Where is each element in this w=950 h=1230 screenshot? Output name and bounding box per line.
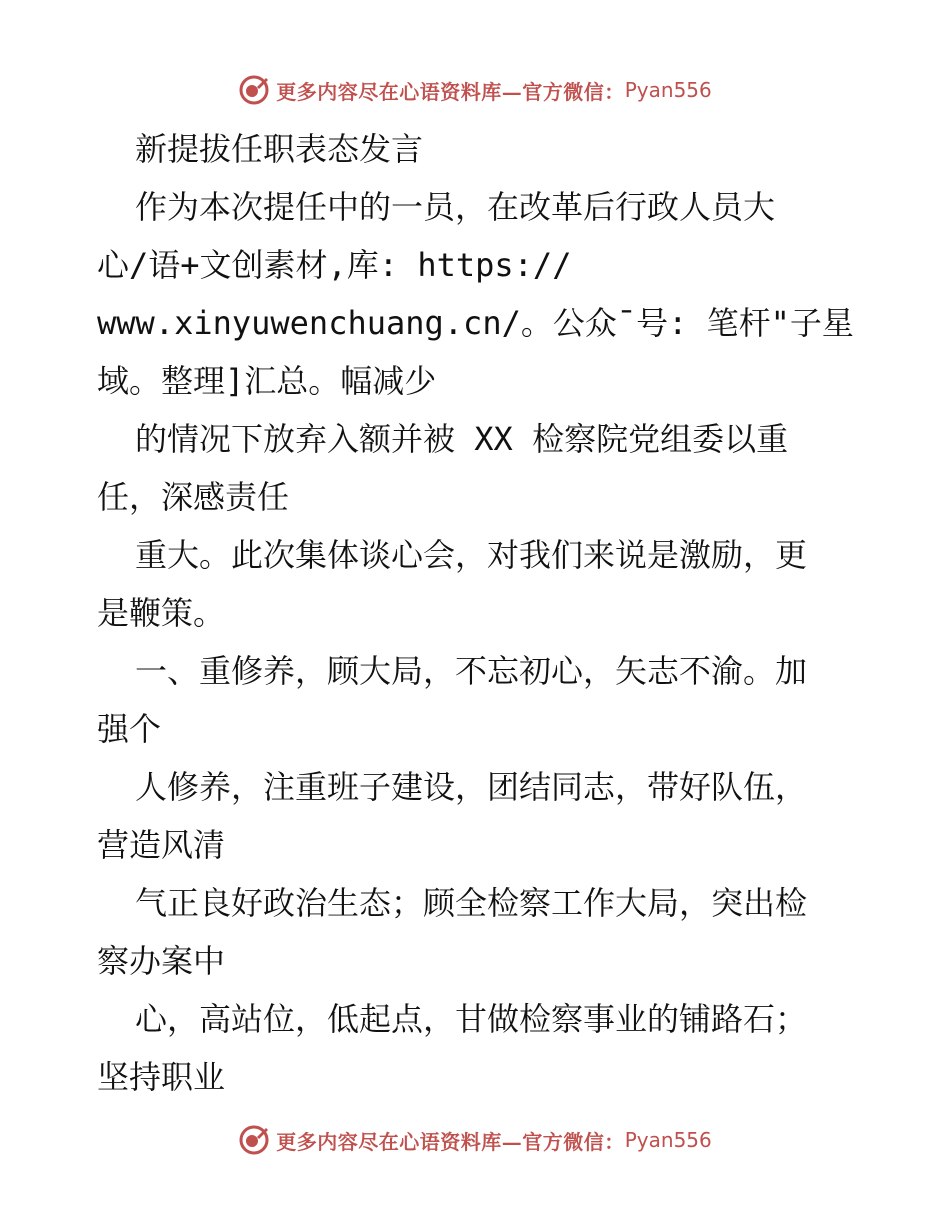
text-line: 的情况下放弃入额并被 XX 检察院党组委以重 [135,420,789,458]
text-line: www.xinyuwenchuang.cn/。公众¯号: 笔杆"子星 [97,304,854,342]
header-banner [0,70,950,110]
text-line: 任，深感责任 [97,478,290,516]
text-line: 强个 [97,710,162,748]
text-line: 心，高站位，低起点，甘做检察事业的铺路石； [135,1000,808,1038]
text-line: 营造风清 [97,826,226,864]
text-line: 察办案中 [97,942,226,980]
header-banner-text: 更多内容尽在心语资料库—官方微信： [276,79,625,104]
footer-wechat-id: Pyan556 [624,1128,712,1152]
header-wechat-id: Pyan556 [624,78,712,102]
text-line: 重大。此次集体谈心会，对我们来说是激励，更 [135,536,808,574]
footer-banner [0,1120,950,1160]
pen-logo-icon [238,74,270,106]
text-line: 是鞭策。 [97,594,226,632]
text-line: 心/语+文创素材,库: https:// [97,246,572,284]
text-line: 域。整理]汇总。幅减少 [97,362,437,400]
footer-banner-text: 更多内容尽在心语资料库—官方微信： [276,1129,625,1154]
text-line: 气正良好政治生态；顾全检察工作大局，突出检 [135,884,808,922]
text-line: 人修养，注重班子建设，团结同志，带好队伍， [135,768,808,806]
text-line: 一、重修养，顾大局，不忘初心，矢志不渝。加 [135,652,808,690]
pen-logo-icon [238,1124,270,1156]
text-line: 新提拔任职表态发言 [135,130,424,168]
document-body [97,120,867,1106]
text-line: 作为本次提任中的一员，在改革后行政人员大 [135,188,776,226]
text-line: 坚持职业 [97,1058,226,1096]
